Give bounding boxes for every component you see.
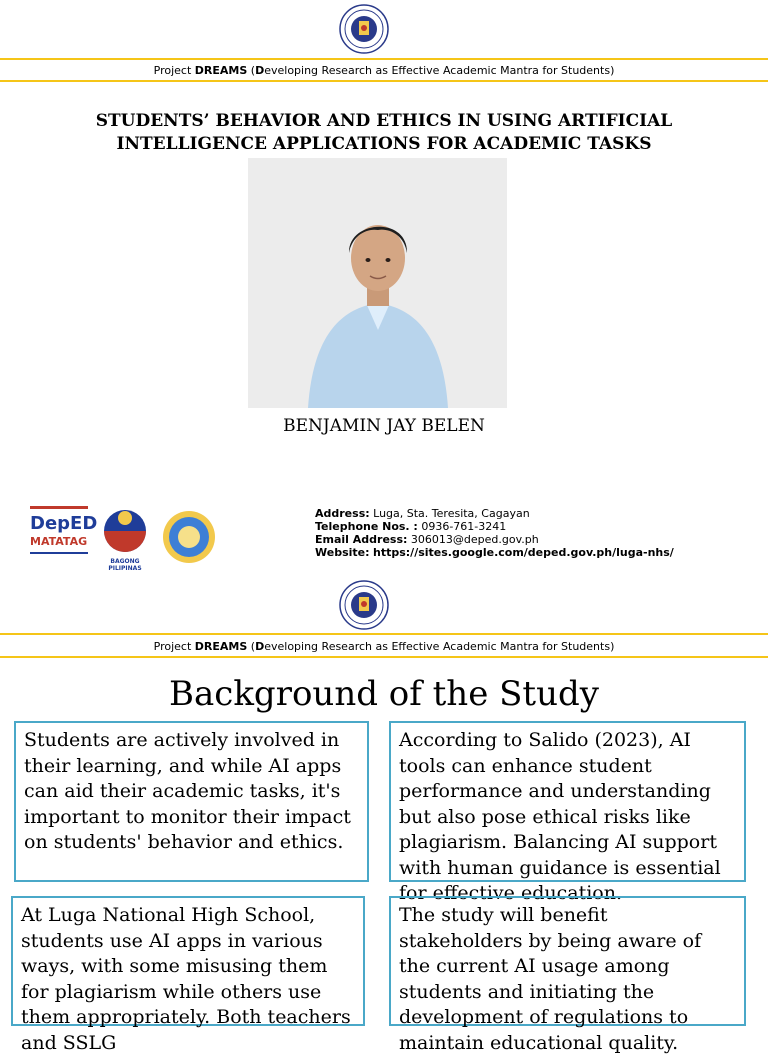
deped-matatag-logo: DepED MATATAG [30, 506, 88, 566]
background-box-3: At Luga National High School, students use AI apps in various ways, with some misusing them for plagiarism while others use them appropriately. Both teachers and SSLG [11, 896, 365, 1026]
deped-seal-icon [339, 4, 389, 54]
background-box-1: Students are actively involved in their learning, and while AI apps can aid their academic tasks, it's important to monitor their impact on students' behavior and ethics. [14, 721, 369, 882]
background-box-4: The study will benefit stakeholders by being aware of the current AI usage among students and initiating the development of regulations to maintain educational quality. [389, 896, 746, 1026]
background-heading: Background of the Study [169, 674, 599, 714]
student-portrait-icon [248, 158, 507, 408]
email-line: Email Address: 306013@deped.gov.ph [315, 533, 539, 546]
project-line: Project DREAMS (Developing Research as Effective Academic Mantra for Students) [153, 64, 615, 77]
website-line[interactable]: Website: https://sites.google.com/deped.gov.ph/luga-nhs/ [315, 546, 674, 559]
deped-seal-icon [339, 580, 389, 630]
address-line: Address: Luga, Sta. Teresita, Cagayan [315, 507, 530, 520]
author-name: BENJAMIN JAY BELEN [283, 416, 485, 436]
bagong-pilipinas-logo: BAGONG PILIPINAS [96, 504, 154, 566]
bagong-pilipinas-icon [96, 504, 154, 554]
background-box-2: According to Salido (2023), AI tools can enhance student performance and understanding but also pose ethical risks like plagiarism. Balancing AI support with human guidance is essential for effective education. [389, 721, 746, 882]
student-photo [248, 158, 507, 408]
phone-line: Telephone Nos. : 0936-761-3241 [315, 520, 507, 533]
contact-info [315, 507, 674, 559]
research-title: STUDENTS’ BEHAVIOR AND ETHICS IN USING ARTIFICIAL INTELLIGENCE APPLICATIONS FOR ACADEMIC TASKS [95, 111, 673, 154]
school-seal-icon [160, 510, 218, 564]
project-line: Project DREAMS (Developing Research as Effective Academic Mantra for Students) [153, 640, 615, 653]
